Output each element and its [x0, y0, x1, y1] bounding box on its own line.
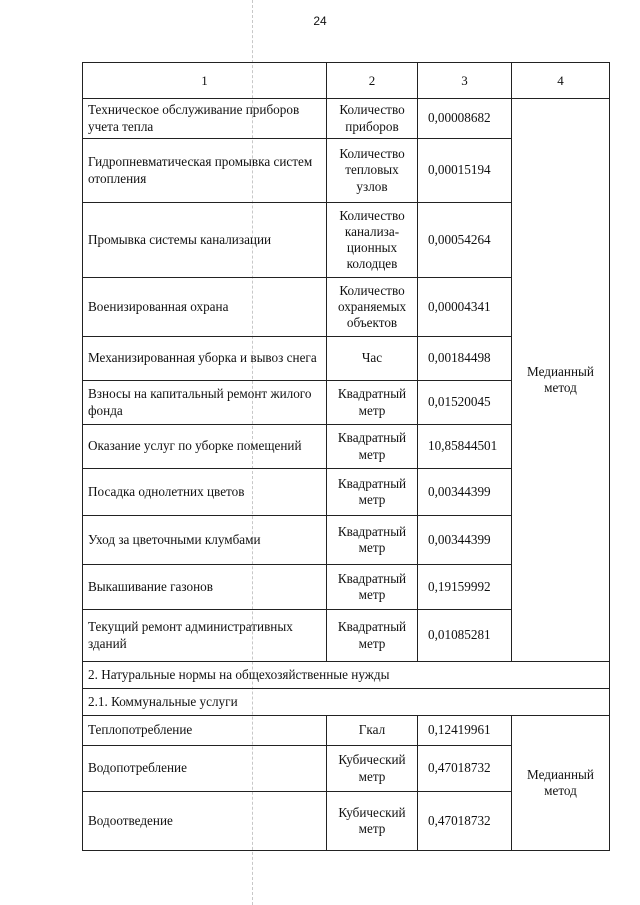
row-name: Техническое обслуживание приборов учета тепла [83, 99, 327, 139]
row-value: 0,00054264 [418, 203, 512, 278]
row-name: Взносы на капитальный ремонт жилого фонда [83, 381, 327, 425]
row-value: 0,00184498 [418, 337, 512, 381]
method-cell: Медианный метод [512, 716, 610, 851]
row-name: Водопотребление [83, 746, 327, 792]
table-row [83, 99, 610, 139]
row-name: Механизированная уборка и вывоз снега [83, 337, 327, 381]
row-unit: Час [327, 337, 418, 381]
row-value: 0,00344399 [418, 516, 512, 565]
row-unit: Количество тепловых узлов [327, 139, 418, 203]
row-unit: Квадратный метр [327, 565, 418, 610]
row-unit: Квадратный метр [327, 425, 418, 469]
row-value: 10,85844501 [418, 425, 512, 469]
row-value: 0,00015194 [418, 139, 512, 203]
subsection-heading: 2.1. Коммунальные услуги [83, 689, 610, 716]
row-name: Гидропневматическая промывка систем отопления [83, 139, 327, 203]
row-value: 0,01085281 [418, 610, 512, 662]
row-name: Выкашивание газонов [83, 565, 327, 610]
row-name: Теплопотребление [83, 716, 327, 746]
row-value: 0,47018732 [418, 746, 512, 792]
header-row [83, 63, 610, 99]
row-name: Военизированная охрана [83, 278, 327, 337]
row-unit: Количество охраняемых объектов [327, 278, 418, 337]
row-unit: Кубический метр [327, 746, 418, 792]
row-unit: Квадратный метр [327, 610, 418, 662]
subsection-heading-row [83, 689, 610, 716]
method-cell: Медианный метод [512, 99, 610, 662]
row-unit: Квадратный метр [327, 469, 418, 516]
row-name: Водоотведение [83, 792, 327, 851]
table-row [83, 716, 610, 746]
row-unit: Квадратный метр [327, 516, 418, 565]
header-col-2: 2 [327, 63, 418, 99]
section-heading-row [83, 662, 610, 689]
row-value: 0,01520045 [418, 381, 512, 425]
page-number: 24 [313, 14, 327, 28]
row-name: Промывка системы канализации [83, 203, 327, 278]
row-name: Посадка однолетних цветов [83, 469, 327, 516]
row-name: Уход за цветочными клумбами [83, 516, 327, 565]
row-unit: Гкал [327, 716, 418, 746]
row-unit: Количество канализа-ционных колодцев [327, 203, 418, 278]
section-heading: 2. Натуральные нормы на общехозяйственные нужды [83, 662, 610, 689]
row-name: Оказание услуг по уборке помещений [83, 425, 327, 469]
row-value: 0,00344399 [418, 469, 512, 516]
header-col-3: 3 [418, 63, 512, 99]
row-value: 0,19159992 [418, 565, 512, 610]
row-unit: Квадратный метр [327, 381, 418, 425]
row-value: 0,47018732 [418, 792, 512, 851]
row-value: 0,00008682 [418, 99, 512, 139]
header-col-1: 1 [83, 63, 327, 99]
row-value: 0,12419961 [418, 716, 512, 746]
row-name: Текущий ремонт административных зданий [83, 610, 327, 662]
header-col-4: 4 [512, 63, 610, 99]
row-value: 0,00004341 [418, 278, 512, 337]
row-unit: Кубический метр [327, 792, 418, 851]
row-unit: Количество приборов [327, 99, 418, 139]
norms-table [82, 62, 610, 851]
